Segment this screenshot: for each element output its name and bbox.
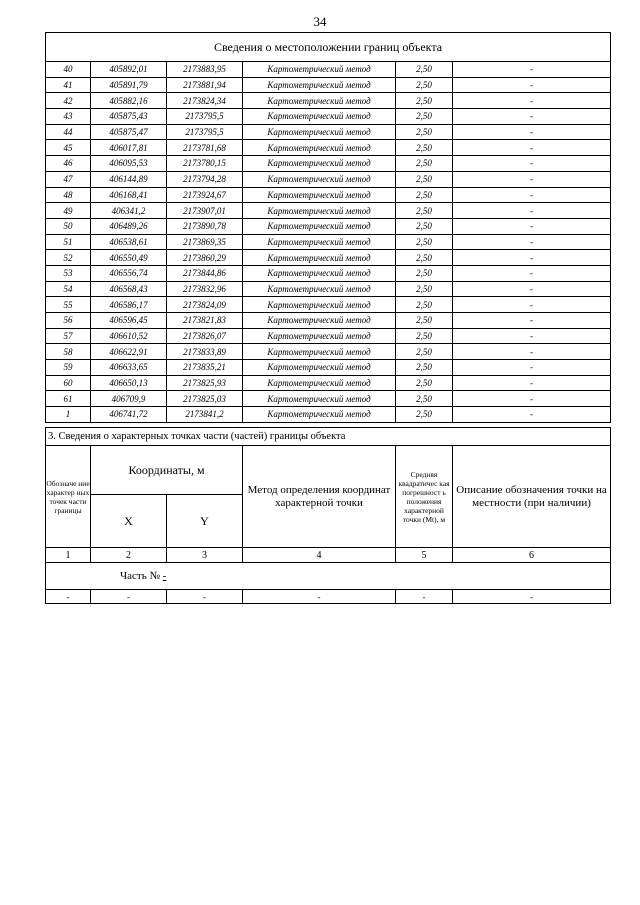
table-cell: - xyxy=(167,590,243,604)
y-coordinate-cell: 2173869,35 xyxy=(167,234,243,250)
accuracy-cell: 2,50 xyxy=(396,203,453,219)
x-coordinate-cell: 406550,49 xyxy=(91,250,167,266)
x-coordinate-cell: 406341,2 xyxy=(91,203,167,219)
method-cell: Картометрический метод xyxy=(243,328,396,344)
x-coordinate-cell: 405875,43 xyxy=(91,109,167,125)
description-cell: - xyxy=(453,140,611,156)
point-number-cell: 54 xyxy=(46,281,91,297)
x-coordinate-cell: 405882,16 xyxy=(91,93,167,109)
table-row xyxy=(46,360,611,376)
accuracy-cell: 2,50 xyxy=(396,156,453,172)
header-description: Описание обозначения точки на местности (при наличии) xyxy=(453,446,611,548)
point-number-cell: 42 xyxy=(46,93,91,109)
point-number-cell: 43 xyxy=(46,109,91,125)
accuracy-cell: 2,50 xyxy=(396,93,453,109)
point-number-cell: 51 xyxy=(46,234,91,250)
table-row xyxy=(46,234,611,250)
point-number-cell: 60 xyxy=(46,375,91,391)
empty-data-row xyxy=(46,590,611,604)
column-number: 2 xyxy=(91,548,167,563)
column-number: 5 xyxy=(396,548,453,563)
accuracy-cell: 2,50 xyxy=(396,328,453,344)
y-coordinate-cell: 2173780,15 xyxy=(167,156,243,172)
table-row xyxy=(46,171,611,187)
y-coordinate-cell: 2173833,89 xyxy=(167,344,243,360)
x-coordinate-cell: 406017,81 xyxy=(91,140,167,156)
point-number-cell: 48 xyxy=(46,187,91,203)
table-row xyxy=(46,297,611,313)
x-coordinate-cell: 405892,01 xyxy=(91,62,167,78)
accuracy-cell: 2,50 xyxy=(396,281,453,297)
table-row xyxy=(46,62,611,78)
description-cell: - xyxy=(453,171,611,187)
accuracy-cell: 2,50 xyxy=(396,344,453,360)
point-number-cell: 44 xyxy=(46,124,91,140)
x-coordinate-cell: 406633,65 xyxy=(91,360,167,376)
column-number-row xyxy=(46,548,611,563)
accuracy-cell: 2,50 xyxy=(396,360,453,376)
description-cell: - xyxy=(453,328,611,344)
part-label-cell xyxy=(46,563,611,590)
table-row xyxy=(46,344,611,360)
accuracy-cell: 2,50 xyxy=(396,250,453,266)
x-coordinate-cell: 406709,9 xyxy=(91,391,167,407)
accuracy-cell: 2,50 xyxy=(396,407,453,423)
y-coordinate-cell: 2173835,21 xyxy=(167,360,243,376)
point-number-cell: 47 xyxy=(46,171,91,187)
x-coordinate-cell: 406586,17 xyxy=(91,297,167,313)
y-coordinate-cell: 2173860,29 xyxy=(167,250,243,266)
table-row xyxy=(46,250,611,266)
y-coordinate-cell: 2173825,03 xyxy=(167,391,243,407)
point-number-cell: 50 xyxy=(46,218,91,234)
y-coordinate-cell: 2173794,28 xyxy=(167,171,243,187)
x-coordinate-cell: 405891,79 xyxy=(91,77,167,93)
x-coordinate-cell: 406568,43 xyxy=(91,281,167,297)
y-coordinate-cell: 2173832,96 xyxy=(167,281,243,297)
header-y: Y xyxy=(167,495,243,548)
table-row xyxy=(46,156,611,172)
table-row xyxy=(46,140,611,156)
header-accuracy: Средняя квадратичес кая погрешност ь положения характерной точки (Mt), м xyxy=(396,446,453,548)
method-cell: Картометрический метод xyxy=(243,407,396,423)
y-coordinate-cell: 2173821,83 xyxy=(167,313,243,329)
y-coordinate-cell: 2173795,5 xyxy=(167,109,243,125)
x-coordinate-cell: 406556,74 xyxy=(91,265,167,281)
y-coordinate-cell: 2173881,94 xyxy=(167,77,243,93)
table-cell: - xyxy=(396,590,453,604)
accuracy-cell: 2,50 xyxy=(396,140,453,156)
table-row xyxy=(46,328,611,344)
method-cell: Картометрический метод xyxy=(243,360,396,376)
method-cell: Картометрический метод xyxy=(243,62,396,78)
y-coordinate-cell: 2173825,93 xyxy=(167,375,243,391)
header-x: X xyxy=(91,495,167,548)
y-coordinate-cell: 2173795,5 xyxy=(167,124,243,140)
y-coordinate-cell: 2173844,86 xyxy=(167,265,243,281)
accuracy-cell: 2,50 xyxy=(396,391,453,407)
point-number-cell: 45 xyxy=(46,140,91,156)
accuracy-cell: 2,50 xyxy=(396,375,453,391)
description-cell: - xyxy=(453,156,611,172)
description-cell: - xyxy=(453,203,611,219)
accuracy-cell: 2,50 xyxy=(396,297,453,313)
table-row xyxy=(46,407,611,423)
header-method: Метод определения координат характерной точки xyxy=(243,446,396,548)
method-cell: Картометрический метод xyxy=(243,109,396,125)
header-coordinates: Координаты, м xyxy=(91,446,243,495)
table-row xyxy=(46,124,611,140)
description-cell: - xyxy=(453,313,611,329)
description-cell: - xyxy=(453,93,611,109)
point-number-cell: 41 xyxy=(46,77,91,93)
part-number: - xyxy=(162,570,167,582)
description-cell: - xyxy=(453,281,611,297)
method-cell: Картометрический метод xyxy=(243,156,396,172)
x-coordinate-cell: 406489,26 xyxy=(91,218,167,234)
point-number-cell: 53 xyxy=(46,265,91,281)
y-coordinate-cell: 2173907,01 xyxy=(167,203,243,219)
x-coordinate-cell: 406168,41 xyxy=(91,187,167,203)
boundary-section-title: Сведения о местоположении границ объекта xyxy=(46,33,611,62)
table-row xyxy=(46,391,611,407)
method-cell: Картометрический метод xyxy=(243,93,396,109)
part-label: Часть № xyxy=(120,570,160,582)
description-cell: - xyxy=(453,109,611,125)
point-number-cell: 58 xyxy=(46,344,91,360)
x-coordinate-cell: 406610,52 xyxy=(91,328,167,344)
method-cell: Картометрический метод xyxy=(243,391,396,407)
description-cell: - xyxy=(453,187,611,203)
column-number: 1 xyxy=(46,548,91,563)
boundary-location-table xyxy=(45,32,611,423)
method-cell: Картометрический метод xyxy=(243,203,396,219)
method-cell: Картометрический метод xyxy=(243,218,396,234)
table-row xyxy=(46,218,611,234)
page-number: 34 xyxy=(313,14,327,29)
table-row xyxy=(46,375,611,391)
table-cell: - xyxy=(453,590,611,604)
x-coordinate-cell: 405875,47 xyxy=(91,124,167,140)
accuracy-cell: 2,50 xyxy=(396,124,453,140)
column-number: 4 xyxy=(243,548,396,563)
point-number-cell: 49 xyxy=(46,203,91,219)
table-row xyxy=(46,77,611,93)
column-number: 3 xyxy=(167,548,243,563)
table-cell: - xyxy=(46,590,91,604)
method-cell: Картометрический метод xyxy=(243,297,396,313)
accuracy-cell: 2,50 xyxy=(396,218,453,234)
table-row xyxy=(46,109,611,125)
accuracy-cell: 2,50 xyxy=(396,77,453,93)
method-cell: Картометрический метод xyxy=(243,281,396,297)
description-cell: - xyxy=(453,360,611,376)
description-cell: - xyxy=(453,297,611,313)
description-cell: - xyxy=(453,124,611,140)
y-coordinate-cell: 2173826,07 xyxy=(167,328,243,344)
description-cell: - xyxy=(453,218,611,234)
point-number-cell: 52 xyxy=(46,250,91,266)
table-row xyxy=(46,313,611,329)
x-coordinate-cell: 406144,89 xyxy=(91,171,167,187)
table-row xyxy=(46,265,611,281)
y-coordinate-cell: 2173883,95 xyxy=(167,62,243,78)
x-coordinate-cell: 406538,61 xyxy=(91,234,167,250)
accuracy-cell: 2,50 xyxy=(396,265,453,281)
point-number-cell: 61 xyxy=(46,391,91,407)
point-number-cell: 55 xyxy=(46,297,91,313)
method-cell: Картометрический метод xyxy=(243,375,396,391)
description-cell: - xyxy=(453,407,611,423)
description-cell: - xyxy=(453,77,611,93)
x-coordinate-cell: 406622,91 xyxy=(91,344,167,360)
part-section-title: 3. Сведения о характерных точках части (частей) границы объекта xyxy=(46,428,611,446)
description-cell: - xyxy=(453,234,611,250)
y-coordinate-cell: 2173824,34 xyxy=(167,93,243,109)
description-cell: - xyxy=(453,250,611,266)
method-cell: Картометрический метод xyxy=(243,313,396,329)
y-coordinate-cell: 2173890,78 xyxy=(167,218,243,234)
table-row xyxy=(46,93,611,109)
method-cell: Картометрический метод xyxy=(243,250,396,266)
description-cell: - xyxy=(453,265,611,281)
accuracy-cell: 2,50 xyxy=(396,171,453,187)
x-coordinate-cell: 406650,13 xyxy=(91,375,167,391)
point-number-cell: 40 xyxy=(46,62,91,78)
table-row xyxy=(46,281,611,297)
accuracy-cell: 2,50 xyxy=(396,234,453,250)
accuracy-cell: 2,50 xyxy=(396,62,453,78)
method-cell: Картометрический метод xyxy=(243,140,396,156)
description-cell: - xyxy=(453,391,611,407)
point-number-cell: 59 xyxy=(46,360,91,376)
description-cell: - xyxy=(453,62,611,78)
accuracy-cell: 2,50 xyxy=(396,109,453,125)
part-points-table xyxy=(45,427,611,604)
x-coordinate-cell: 406596,45 xyxy=(91,313,167,329)
accuracy-cell: 2,50 xyxy=(396,187,453,203)
method-cell: Картометрический метод xyxy=(243,77,396,93)
x-coordinate-cell: 406095,53 xyxy=(91,156,167,172)
point-number-cell: 56 xyxy=(46,313,91,329)
point-number-cell: 57 xyxy=(46,328,91,344)
method-cell: Картометрический метод xyxy=(243,124,396,140)
header-point-designation: Обозначе ние характер ных точек части границы xyxy=(46,446,91,548)
x-coordinate-cell: 406741,72 xyxy=(91,407,167,423)
column-number: 6 xyxy=(453,548,611,563)
description-cell: - xyxy=(453,344,611,360)
method-cell: Картометрический метод xyxy=(243,171,396,187)
table-cell: - xyxy=(243,590,396,604)
method-cell: Картометрический метод xyxy=(243,234,396,250)
y-coordinate-cell: 2173924,67 xyxy=(167,187,243,203)
point-number-cell: 46 xyxy=(46,156,91,172)
method-cell: Картометрический метод xyxy=(243,344,396,360)
table-cell: - xyxy=(91,590,167,604)
accuracy-cell: 2,50 xyxy=(396,313,453,329)
y-coordinate-cell: 2173781,68 xyxy=(167,140,243,156)
table-row xyxy=(46,203,611,219)
point-number-cell: 1 xyxy=(46,407,91,423)
y-coordinate-cell: 2173824,09 xyxy=(167,297,243,313)
description-cell: - xyxy=(453,375,611,391)
y-coordinate-cell: 2173841,2 xyxy=(167,407,243,423)
table-row xyxy=(46,187,611,203)
method-cell: Картометрический метод xyxy=(243,265,396,281)
method-cell: Картометрический метод xyxy=(243,187,396,203)
part-row xyxy=(46,563,611,590)
